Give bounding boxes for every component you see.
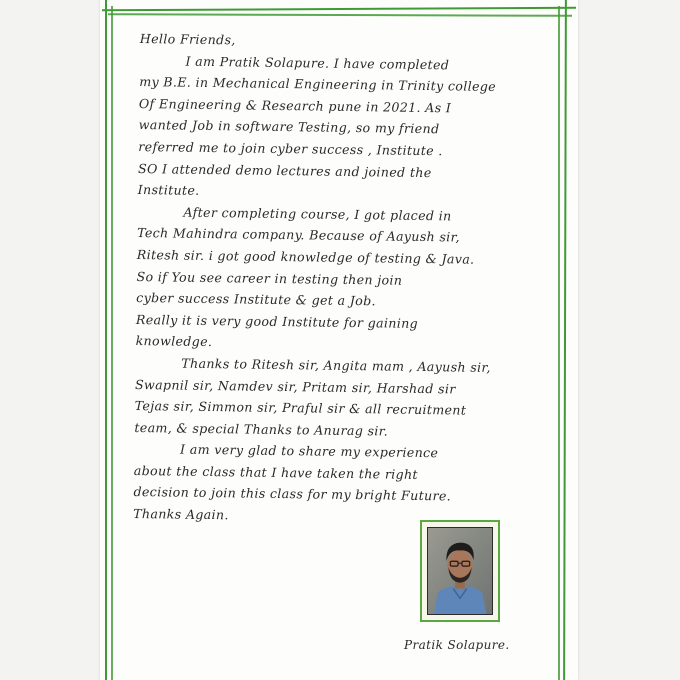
- letter-line: wanted Job in software Testing, so my friend: [138, 117, 440, 137]
- border-left: [105, 0, 107, 680]
- border-top-inner: [108, 13, 572, 16]
- letter-line: Thanks Again.: [133, 506, 229, 523]
- signature: Pratik Solapure.: [404, 638, 510, 652]
- letter-line: team, & special Thanks to Anurag sir.: [134, 419, 389, 439]
- letter-line: Thanks to Ritesh sir, Angita mam , Aayush sir,: [181, 355, 491, 375]
- letter-line: Swapnil sir, Namdev sir, Pritam sir, Harshad sir: [134, 376, 456, 396]
- letter-line: my B.E. in Mechanical Engineering in Trinity college: [139, 74, 497, 95]
- letter-line: So if You see career in testing then join: [136, 268, 403, 288]
- letter-line: cyber success Institute & get a Job.: [136, 290, 377, 309]
- letter-line: Institute.: [137, 182, 200, 199]
- letter-line: I am very glad to share my experience: [180, 441, 439, 461]
- letter-greeting: Hello Friends,: [139, 30, 236, 48]
- letter-line: Really it is very good Institute for gaining: [135, 311, 419, 331]
- letter-line: Tech Mahindra company. Because of Aayush sir,: [137, 225, 461, 245]
- photo-frame: [420, 520, 500, 622]
- letter-line: about the class that I have taken the right: [133, 462, 419, 482]
- letter-line: After completing course, I got placed in: [183, 204, 452, 224]
- letter-line: Of Engineering & Research pune in 2021. As I: [138, 95, 452, 116]
- border-left-inner: [111, 6, 113, 680]
- letter-line: knowledge.: [135, 333, 213, 350]
- letter-line: decision to join this class for my bright Future.: [133, 484, 452, 504]
- letter-line: SO I attended demo lectures and joined the: [137, 160, 432, 180]
- letter-line: referred me to join cyber success , Institute .: [138, 138, 443, 159]
- border-right: [563, 0, 567, 680]
- letter-lines: [133, 50, 560, 531]
- letter-line: Tejas sir, Simmon sir, Praful sir & all recruitment: [134, 398, 467, 418]
- border-top: [102, 7, 576, 11]
- portrait-photo: [427, 527, 493, 615]
- letter-line: I am Pratik Solapure. I have completed: [185, 53, 450, 72]
- letter-body: [133, 28, 560, 530]
- letter-line: Ritesh sir. i got good knowledge of testing & Java.: [136, 246, 475, 267]
